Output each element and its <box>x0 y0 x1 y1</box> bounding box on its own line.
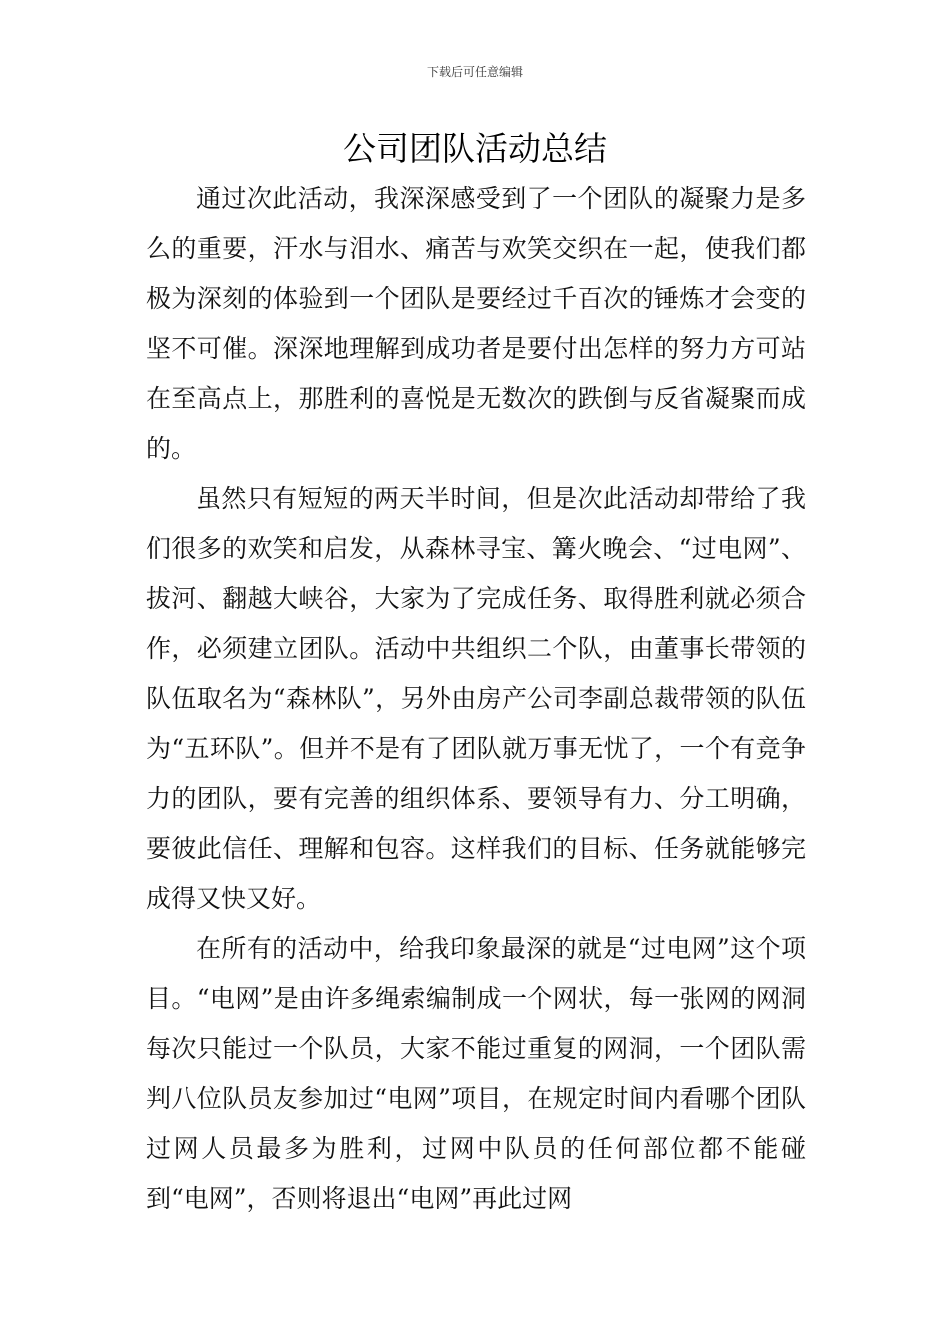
document-title: 公司团队活动总结 <box>343 129 607 168</box>
document-body <box>146 174 806 1224</box>
paragraph: 在所有的活动中，给我印象最深的就是“过电网”这个项目。“电网”是由许多绳索编制成一个网状，每一张网的网洞每次只能过一个队员，大家不能过重复的网洞，一个团队需判八位队员友参加过“电网”项目，在规定时间内看哪个团队过网人员最多为胜利，过网中队员的任何部位都不能碰到“电网”，否则将退出“电网”再此过网 <box>146 934 806 1213</box>
header-note: 下载后可任意编辑 <box>426 65 523 79</box>
paragraph: 虽然只有短短的两天半时间，但是次此活动却带给了我们很多的欢笑和启发，从森林寻宝、篝火晚会、“过电网”、拔河、翻越大峡谷，大家为了完成任务、取得胜利就必须合作，必须建立团队。活动中共组织二个队，由董事长带领的队伍取名为“森林队”，另外由房产公司李副总裁带领的队伍为“五环队”。但并不是有了团队就万事无忧了，一个有竞争力的团队，要有完善的组织体系、要领导有力、分工明确，要彼此信任、理解和包容。这样我们的目标、任务就能够完成得又快又好。 <box>146 484 806 913</box>
paragraph: 通过次此活动，我深深感受到了一个团队的凝聚力是多么的重要，汗水与泪水、痛苦与欢笑交织在一起，使我们都极为深刻的体验到一个团队是要经过千百次的锤炼才会变的坚不可催。深深地理解到成功者是要付出怎样的努力方可站在至高点上，那胜利的喜悦是无数次的跌倒与反省凝聚而成的。 <box>146 184 806 463</box>
